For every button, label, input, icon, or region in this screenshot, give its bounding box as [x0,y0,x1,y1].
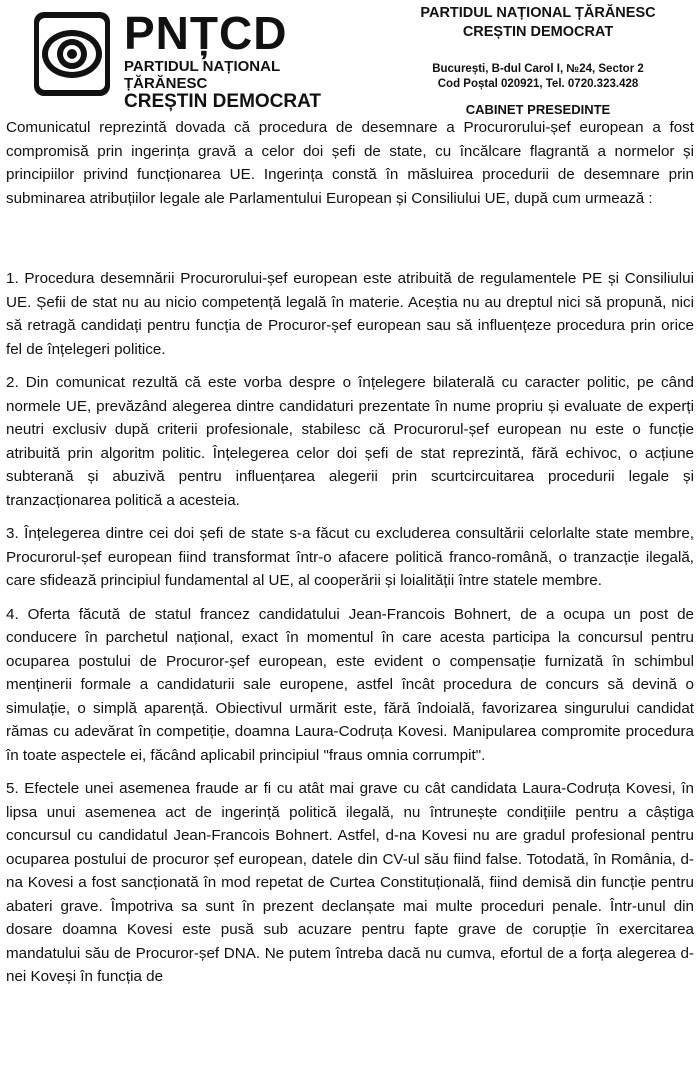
letterhead-name-line2: CREȘTIN DEMOCRAT [462,24,614,40]
party-name-line2: CREȘTIN DEMOCRAT [124,91,322,112]
party-logo [32,10,112,98]
party-name-line1: PARTIDUL NAȚIONAL ȚĂRĂNESC [124,58,280,92]
document-body [6,116,694,999]
letterhead-name-line1: PARTIDUL NAȚIONAL ȚĂRĂNESC [420,5,656,21]
party-acronym: PNȚCD [124,7,288,59]
point-1: 1. Procedura desemnării Procurorului-șef european este atribuită de regulamentele PE și Consiliului UE. Șefii de stat nu au nicio competență legală în materie. Aceștia nu au dreptul nici să propună, nici să retragă candidați pentru funcția de Procuror-șef european sau să influențeze procedura prin orice fel de înțelegeri politice. [6,270,694,358]
letterhead-cabinet: CABINET PRESEDINTE [465,102,611,117]
eye-emblem-icon [32,10,112,98]
point-2: 2. Din comunicat rezultă că este vorba despre o înțelegere bilaterală cu caracter politic, pe când normele UE, prevăzând alegerea dintre candidaturi prezentate în nume propriu și evaluate de experți neutri exclusiv după criterii profesionale, stabilesc că Procurorul-șef european nu este o funcție atribuită prin algoritm politic. Înțelegerea celor doi șefi de stat reprezintă, fără echivoc, o acțiune subterană și abuzivă pentru influențarea alegerii prin scurtcircuitarea procedurii legale și tranzacționarea politică a acesteia. [6,374,694,509]
letterhead-address-line1: București, B-dul Carol I, №24, Sector 2 [432,63,644,75]
party-wordmark [124,7,334,112]
letterhead-right [392,4,684,118]
point-5: 5. Efectele unei asemenea fraude ar fi cu atât mai grave cu cât candidata Laura-Codruța Kovesi, în lipsa unui asemenea act de ingerință politică ilegală, nu întrunește condițiile pentru a câștiga concursul cu candidatul Jean-Francois Bohnert. Astfel, d-na Kovesi nu are gradul profesional pentru ocuparea postului de procuror șef european, datele din CV-ul său fiind false. Totodată, în România, d-na Kovesi a fost sancționată în mod repetat de Curtea Constituțională, fiind demisă din funcție pentru abateri grave. Împotriva sa sunt în prezent declanșate mai multe proceduri penale. Într-unul din dosare doamna Kovesi este pusă sub acuzare pentru fapte grave de corupție în exercitarea mandatului său de Procuror-șef DNA. Ne putem întreba dacă nu cumva, efortul de a forța alegerea d-nei Koveși în funcția de [6,780,694,985]
point-4: 4. Oferta făcută de statul francez candidatului Jean-Francois Bohnert, de a ocupa un post de conducere în parchetul național, exact în momentul în care acesta participa la concursul pentru ocuparea postului de Procuror-șef european, este evident o compensație furnizată în schimbul menținerii formale a candidaturii sale europene, astfel încât procedura de concurs să devină o simulație, o simplă aparență. Obiectivul urmărit este, fără îndoială, favorizarea singurului candidat rămas cu adevărat în competiție, doamna Laura-Codruța Kovesi. Manipularea compromite procedura în toate aspectele ei, făcând aplicabil principiul "fraus omnia corrumpit". [6,605,694,764]
letterhead-address-line2: Cod Poștal 020921, Tel. 0720.323.428 [437,78,639,90]
intro-paragraph: Comunicatul reprezintă dovada că procedura de desemnare a Procurorului-șef european a fost compromisă prin ingerința gravă a celor doi șefi de state, cu încălcare flagrantă a normelor și principiilor privind funcționarea UE. Ingerința constă în măsluirea procedurii de desemnare prin subminarea atribuțiilor legale ale Parlamentului European și Consiliului UE, după cum urmează : [6,119,694,207]
point-3: 3. Înțelegerea dintre cei doi șefi de state s-a făcut cu excluderea consultării celorlalte state membre, Procurorul-șef european fiind transformat într-o afacere politică franco-română, o tranzacție ilegală, care sfidează principiul fundamental al UE, al cooperării și loialității între statele membre. [6,525,694,589]
